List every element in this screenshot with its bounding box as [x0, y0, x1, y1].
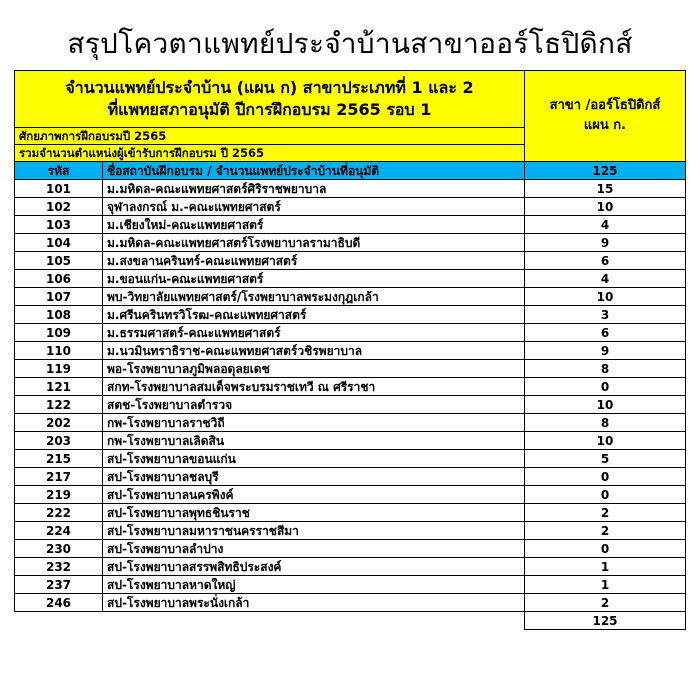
row-name: ม.เชียงใหม่-คณะแพทยศาสตร์ — [103, 216, 525, 234]
total-value: 125 — [525, 612, 686, 630]
row-code: 215 — [15, 450, 103, 468]
row-value: 15 — [525, 180, 686, 198]
table-row — [15, 576, 686, 594]
table-row — [15, 234, 686, 252]
table-row — [15, 360, 686, 378]
row-name: ม.สงขลานครินทร์-คณะแพทยศาสตร์ — [103, 252, 525, 270]
table-row — [15, 450, 686, 468]
column-header-row — [15, 162, 686, 180]
row-name: สป-โรงพยาบาลพุทธชินราช — [103, 504, 525, 522]
table-row — [15, 540, 686, 558]
column-header-name: ชื่อสถาบันฝึกอบรม / จำนวนแพทย์ประจำบ้านที่อนุมัติ — [103, 162, 525, 180]
row-code: 222 — [15, 504, 103, 522]
table-row — [15, 432, 686, 450]
row-name: ม.ขอนแก่น-คณะแพทยศาสตร์ — [103, 270, 525, 288]
row-name: ม.ศรีนครินทรวิโรฒ-คณะแพทยศาสตร์ — [103, 306, 525, 324]
blank-cell — [103, 612, 525, 630]
row-name: สกท-โรงพยาบาลสมเด็จพระบรมราชเทวี ณ ศรีราชา — [103, 378, 525, 396]
row-value: 8 — [525, 360, 686, 378]
row-value: 0 — [525, 468, 686, 486]
row-value: 9 — [525, 342, 686, 360]
column-header-value: 125 — [525, 162, 686, 180]
table-row — [15, 396, 686, 414]
row-name: สป-โรงพยาบาลหาดใหญ่ — [103, 576, 525, 594]
table-row — [15, 522, 686, 540]
row-code: 102 — [15, 198, 103, 216]
table-row — [15, 558, 686, 576]
row-value: 2 — [525, 594, 686, 612]
table-row — [15, 216, 686, 234]
row-value: 9 — [525, 234, 686, 252]
row-name: สป-โรงพยาบาลชลบุรี — [103, 468, 525, 486]
header-right-cell — [525, 71, 686, 162]
row-code: 202 — [15, 414, 103, 432]
table-row — [15, 378, 686, 396]
row-code: 110 — [15, 342, 103, 360]
blank-cell — [15, 612, 103, 630]
row-value: 4 — [525, 270, 686, 288]
row-name: สป-โรงพยาบาลสรรพสิทธิประสงค์ — [103, 558, 525, 576]
row-name: สตช-โรงพยาบาลตำรวจ — [103, 396, 525, 414]
row-value: 10 — [525, 198, 686, 216]
row-code: 108 — [15, 306, 103, 324]
table-row — [15, 486, 686, 504]
row-name: กพ-โรงพยาบาลเลิดสิน — [103, 432, 525, 450]
table-row — [15, 414, 686, 432]
row-value: 2 — [525, 504, 686, 522]
header-right-line2: แผน ก. — [583, 118, 627, 133]
row-value: 0 — [525, 540, 686, 558]
header-main-line2: ที่แพทยสภาอนุมัติ ปีการฝึกอบรม 2565 รอบ 1 — [107, 100, 432, 119]
row-name: สป-โรงพยาบาลขอนแก่น — [103, 450, 525, 468]
row-code: 121 — [15, 378, 103, 396]
row-code: 217 — [15, 468, 103, 486]
row-name: กพ-โรงพยาบาลราชวิถี — [103, 414, 525, 432]
row-code: 237 — [15, 576, 103, 594]
row-value: 1 — [525, 576, 686, 594]
row-code: 105 — [15, 252, 103, 270]
row-code: 246 — [15, 594, 103, 612]
row-value: 10 — [525, 396, 686, 414]
row-value: 3 — [525, 306, 686, 324]
table-row — [15, 198, 686, 216]
table-row — [15, 288, 686, 306]
row-value: 5 — [525, 450, 686, 468]
table-row — [15, 306, 686, 324]
header-main-cell — [15, 71, 525, 128]
row-value: 0 — [525, 486, 686, 504]
row-value: 0 — [525, 378, 686, 396]
header-main-line1: จำนวนแพทย์ประจำบ้าน (แผน ก) สาขาประเภทที่ 1 และ 2 — [65, 78, 474, 97]
row-value: 4 — [525, 216, 686, 234]
row-name: ม.นวมินทราธิราช-คณะแพทยศาสตร์วชิรพยาบาล — [103, 342, 525, 360]
row-code: 109 — [15, 324, 103, 342]
row-code: 106 — [15, 270, 103, 288]
header-sub1: ศักยภาพการฝึกอบรมปี 2565 — [15, 128, 525, 145]
quota-table — [14, 70, 686, 630]
row-name: ม.ธรรมศาสตร์-คณะแพทยศาสตร์ — [103, 324, 525, 342]
table-row — [15, 252, 686, 270]
row-value: 10 — [525, 432, 686, 450]
row-value: 6 — [525, 324, 686, 342]
row-name: สป-โรงพยาบาลนครพิงค์ — [103, 486, 525, 504]
table-row — [15, 468, 686, 486]
table-row — [15, 180, 686, 198]
row-value: 1 — [525, 558, 686, 576]
table-row — [15, 594, 686, 612]
row-name: ม.มหิดล-คณะแพทยศาสตร์ศิริราชพยาบาล — [103, 180, 525, 198]
row-name: จุฬาลงกรณ์ ม.-คณะแพทยศาสตร์ — [103, 198, 525, 216]
row-name: พบ-วิทยาลัยแพทยศาสตร์/โรงพยาบาลพระมงกุฎเกล้า — [103, 288, 525, 306]
row-name: สป-โรงพยาบาลมหาราชนครราชสีมา — [103, 522, 525, 540]
column-header-code: รหัส — [15, 162, 103, 180]
row-name: พอ-โรงพยาบาลภูมิพลอดุลยเดช — [103, 360, 525, 378]
header-right-line1: สาขา /ออร์โธปิดิกส์ — [549, 98, 661, 113]
row-code: 103 — [15, 216, 103, 234]
page-title: สรุปโควตาแพทย์ประจำบ้านสาขาออร์โธปิดิกส์ — [67, 27, 633, 60]
row-name: สป-โรงพยาบาลพระนั่งเกล้า — [103, 594, 525, 612]
row-code: 219 — [15, 486, 103, 504]
row-code: 224 — [15, 522, 103, 540]
table-row — [15, 504, 686, 522]
header-row-main — [15, 71, 686, 128]
table-row — [15, 342, 686, 360]
total-row — [15, 612, 686, 630]
row-value: 8 — [525, 414, 686, 432]
row-name: ม.มหิดล-คณะแพทยศาสตร์โรงพยาบาลรามาธิบดี — [103, 234, 525, 252]
row-name: สป-โรงพยาบาลลำปาง — [103, 540, 525, 558]
row-value: 10 — [525, 288, 686, 306]
row-code: 230 — [15, 540, 103, 558]
table-row — [15, 270, 686, 288]
row-value: 2 — [525, 522, 686, 540]
row-code: 119 — [15, 360, 103, 378]
row-code: 122 — [15, 396, 103, 414]
header-sub2: รวมจำนวนตำแหน่งผู้เข้ารับการฝึกอบรม ปี 2565 — [15, 145, 525, 162]
row-code: 232 — [15, 558, 103, 576]
table-row — [15, 324, 686, 342]
row-code: 203 — [15, 432, 103, 450]
row-code: 107 — [15, 288, 103, 306]
row-value: 6 — [525, 252, 686, 270]
row-code: 104 — [15, 234, 103, 252]
row-code: 101 — [15, 180, 103, 198]
